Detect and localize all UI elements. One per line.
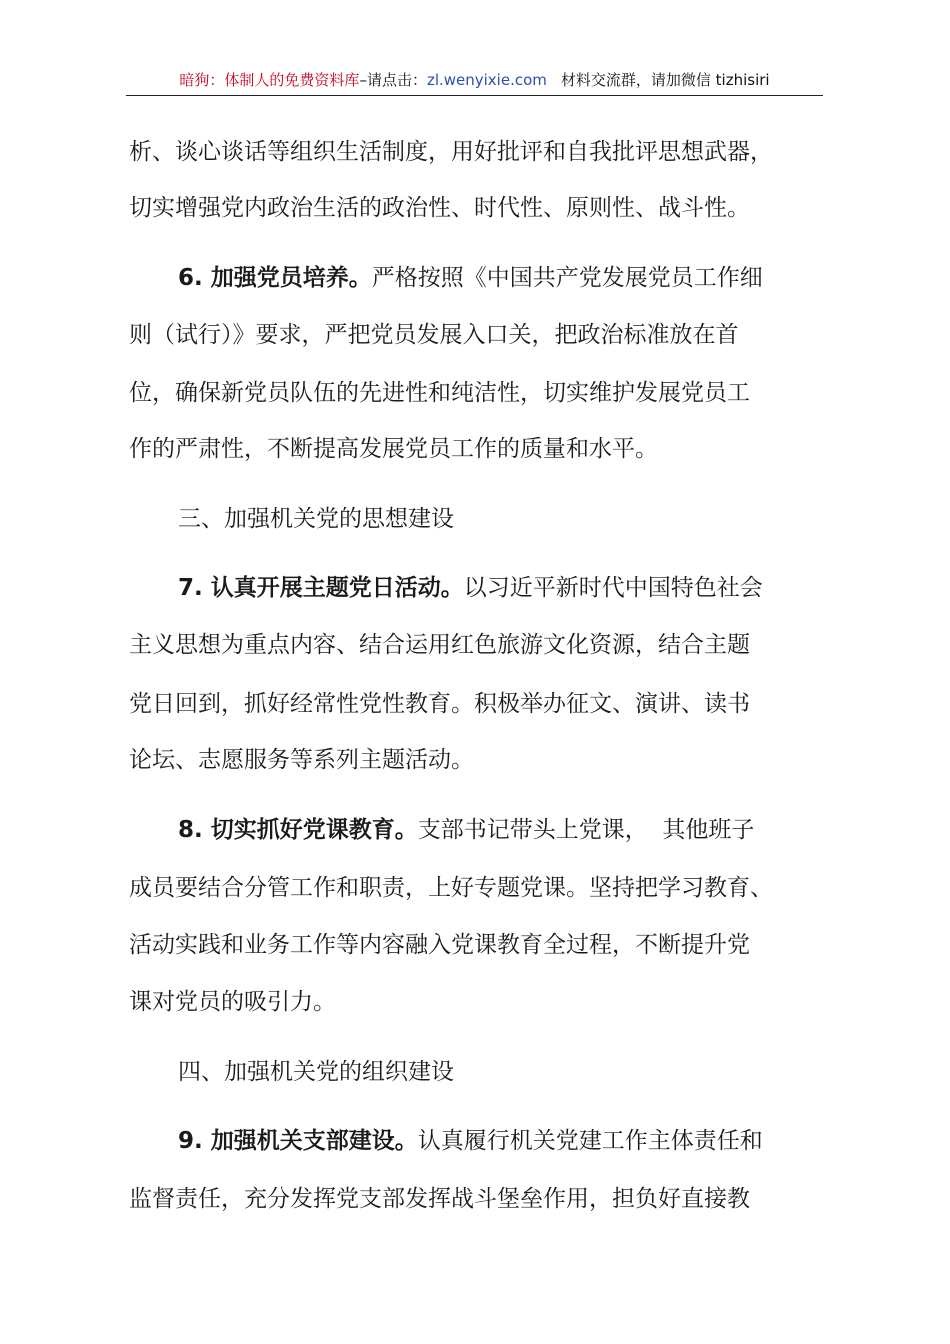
- section-4-heading: 四、加强机关党的组织建设: [178, 1059, 454, 1085]
- item-8-first-line: [178, 815, 754, 845]
- paragraph-line: 监督责任，充分发挥党支部发挥战斗堡垒作用，担负好直接教: [129, 1186, 750, 1212]
- section-3-heading: 三、加强机关党的思想建设: [178, 506, 454, 532]
- paragraph-line: 党日回到，抓好经常性党性教育。积极举办征文、演讲、读书: [129, 691, 750, 717]
- item-7-title: 7. 认真开展主题党日活动。: [178, 575, 464, 601]
- paragraph-line: 认真履行机关党建工作主体责任和: [417, 1128, 763, 1154]
- paragraph-line: 作的严肃性，不断提高发展党员工作的质量和水平。: [129, 436, 658, 462]
- header-prompt: –请点击：: [359, 71, 427, 89]
- paragraph-line: 活动实践和业务工作等内容融入党课教育全过程，不断提升党: [129, 932, 750, 958]
- item-9-first-line: [178, 1126, 763, 1156]
- item-6-first-line: [178, 263, 763, 293]
- paragraph-line: 课对党员的吸引力。: [129, 989, 336, 1015]
- paragraph-line: 主义思想为重点内容、结合运用红色旅游文化资源，结合主题: [129, 632, 750, 658]
- paragraph-line: 切实增强党内政治生活的政治性、时代性、原则性、战斗性。: [129, 195, 750, 221]
- item-9-title: 9. 加强机关支部建设。: [178, 1128, 418, 1154]
- paragraph-line: 支部书记带头上党课， 其他班子: [417, 817, 755, 843]
- paragraph-line: 则（试行）》要求，严把党员发展入口关，把政治标准放在首: [129, 322, 739, 348]
- header-site-name: 暗狗：体制人的免费资料库: [179, 71, 360, 89]
- item-8-title: 8. 切实抓好党课教育。: [178, 817, 418, 843]
- item-6-title: 6. 加强党员培养。: [178, 265, 372, 291]
- header-url-link[interactable]: zl.wenyixie.com: [426, 71, 547, 89]
- paragraph-line: 成员要结合分管工作和职责，上好专题党课。坚持把学习教育、: [129, 875, 773, 901]
- paragraph-line: 严格按照《中国共产党发展党员工作细: [371, 265, 763, 291]
- paragraph-line: 位，确保新党员队伍的先进性和纯洁性，切实维护发展党员工: [129, 380, 750, 406]
- paragraph-line: 以习近平新时代中国特色社会: [463, 575, 763, 601]
- paragraph-line: 论坛、志愿服务等系列主题活动。: [129, 747, 474, 773]
- header-contact: 材料交流群，请加微信 tizhisiri: [560, 71, 770, 89]
- item-7-first-line: [178, 573, 763, 603]
- document-header: [126, 66, 823, 96]
- paragraph-line: 析、谈心谈话等组织生活制度，用好批评和自我批评思想武器，: [129, 139, 773, 165]
